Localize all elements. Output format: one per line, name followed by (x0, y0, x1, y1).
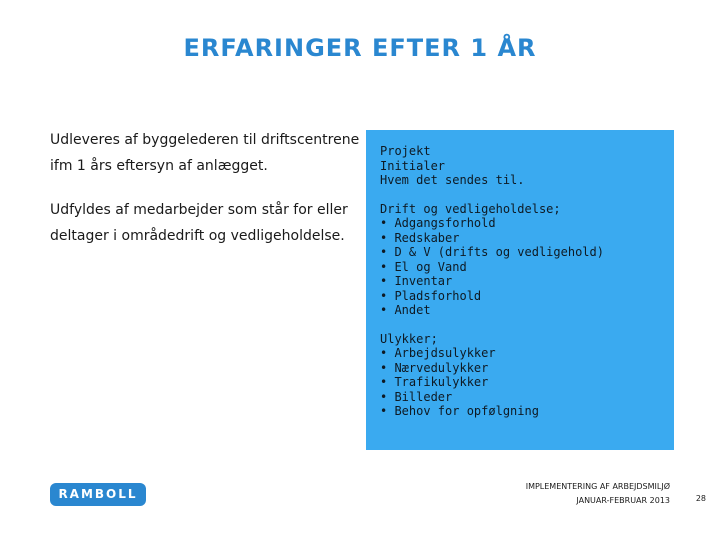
list-item: • Pladsforhold (380, 289, 662, 304)
list-item: • Andet (380, 303, 662, 318)
paragraph-filled-by: Udfyldes af medarbejder som står for eller deltager i områdedrift og vedligeholdelse. (50, 202, 348, 244)
drift-list (380, 216, 662, 318)
footer-line-2: JANUAR-FEBRUAR 2013 (576, 496, 670, 505)
paragraph-delivery: Udleveres af byggelederen til driftscentrene ifm 1 års eftersyn af anlægget. (50, 132, 360, 174)
list-item: • Inventar (380, 274, 662, 289)
info-box (366, 130, 674, 450)
footer-text (526, 480, 670, 508)
footer-line-1: IMPLEMENTERING AF ARBEJDSMILJØ (525, 482, 670, 491)
header-line: Hvem det sendes til. (380, 173, 525, 187)
list-item: • Billeder (380, 390, 662, 405)
header-line: Initialer (380, 158, 446, 173)
header-block (380, 144, 662, 188)
left-text-column (50, 127, 360, 267)
ulykker-block (380, 332, 662, 419)
list-item: • Adgangsforhold (380, 216, 662, 231)
ulykker-heading: Ulykker; (380, 331, 438, 346)
page-number: 28 (695, 494, 706, 503)
list-item: • El og Vand (380, 260, 662, 275)
list-item: • Behov for opfølgning (380, 404, 662, 419)
list-item: • Arbejdsulykker (380, 346, 662, 361)
list-item: • Redskaber (380, 231, 662, 246)
list-item: • Nærvedulykker (380, 361, 662, 376)
header-line: Projekt (380, 144, 431, 158)
ramboll-logo: RAMBOLL (50, 483, 146, 506)
drift-heading: Drift og vedligeholdelse; (380, 201, 561, 216)
slide-title: ERFARINGER EFTER 1 ÅR (183, 34, 537, 62)
ulykker-list (380, 346, 662, 419)
list-item: • Trafikulykker (380, 375, 662, 390)
list-item: • D & V (drifts og vedligehold) (380, 245, 662, 260)
drift-block (380, 202, 662, 318)
